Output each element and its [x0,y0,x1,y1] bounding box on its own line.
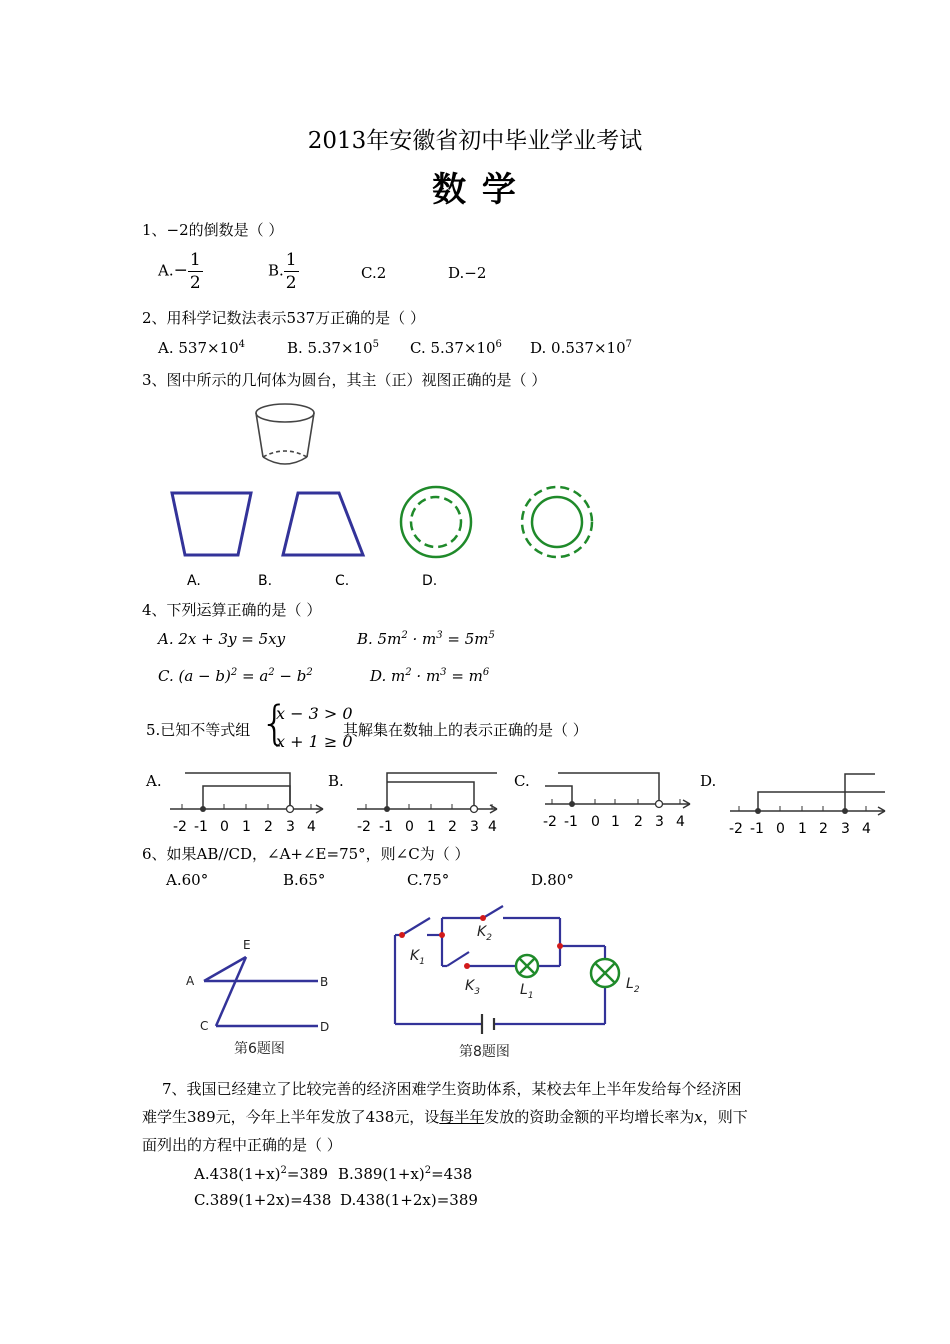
q4-d-3: = m [446,667,483,685]
fig6 [178,932,343,1062]
lamp-l2-icon [591,959,619,987]
fig6-label-e: E [243,938,251,952]
q5-label-c: C. [514,772,530,790]
q2-option-a [158,339,245,357]
fig6-label-c: C [200,1019,209,1033]
exam-title: 2013年安徽省初中毕业学业考试 [307,128,643,154]
q5-label-b: B. [328,772,344,790]
q4-b-3: = 5m [442,630,489,648]
q4-d-e2: 3 [440,667,447,678]
q7-line3: 面列出的方程中正确的是（ ） [142,1136,342,1154]
numberline-b [352,768,502,840]
view-c-inner-dashed [411,497,461,547]
q1-option-b [268,249,299,294]
q4-b-1: B. 5m [357,630,402,648]
tick-4: 4 [676,814,685,830]
q1-option-a [158,249,203,294]
q4-b-e2: 3 [436,630,443,641]
q6-option-b: B.65° [283,871,326,889]
tick-2: 2 [634,814,643,830]
q4-d-2: · m [411,667,441,685]
q3-label-d: D. [422,573,438,589]
q7-option-a [194,1165,328,1183]
q7-b-1: B.389(1+x) [338,1165,425,1183]
q1-a-prefix: A. [158,261,174,280]
label-l1: $L_1$ [520,982,534,1001]
label-k1: $K_1$ [410,948,425,967]
q2-option-b [287,339,379,357]
q5-ineq-2: x + 1 ≥ 0 [276,732,353,751]
view-b-trapezoid [283,493,363,555]
q4-d-e1: 2 [405,667,412,678]
tick-4: 4 [488,819,497,835]
tick-0: 0 [405,819,414,835]
q6-stem: 6、如果AB//CD，∠A+∠E=75°，则∠C为（ ） [142,845,470,863]
q7-line1: 7、我国已经建立了比较完善的经济困难学生资助体系，某校去年上半年发给每个经济困 [162,1080,742,1098]
q4-c-1: C. (a − b) [158,667,231,685]
label-l2: $L_2$ [626,976,640,995]
tick-4: 4 [862,821,871,837]
q7-line2-b: 发放的资助金额的平均增长率为 [484,1108,695,1126]
tick-3: 3 [470,819,479,835]
q5-label-d: D. [700,772,717,790]
label-k2: $K_2$ [477,924,492,943]
q4-c-e1: 2 [230,667,238,678]
tick-2: 2 [448,819,457,835]
q7-line2 [142,1106,748,1127]
tick-1: 1 [611,814,620,830]
q4-b-e1: 2 [401,630,408,641]
q4-c-2: = a [237,667,269,685]
tick-1: 1 [798,821,807,837]
q4-option-c [158,667,313,685]
q2-b-exp: 5 [372,339,379,350]
q4-c-e2: 2 [268,667,275,678]
lamp-l1-icon [516,955,538,977]
q1-stem: 1、−2的倒数是（ ） [142,221,284,239]
q3-stem: 3、图中所示的几何体为圆台，其主（正）视图正确的是（ ） [142,371,547,389]
q2-a-base: A. 537×10 [158,339,239,357]
tick--1: -1 [194,819,208,835]
tick-3: 3 [655,814,664,830]
numberline-d [725,768,890,840]
q1-b-num: 1 [285,250,297,270]
q1-a-den: 2 [189,273,201,293]
q2-stem: 2、用科学记数法表示537万正确的是（ ） [142,309,425,327]
q4-option-a: A. 2x + 3y = 5xy [158,630,286,648]
q2-c-exp: 6 [495,339,502,350]
q4-d-1: D. m [370,667,406,685]
q1-b-den: 2 [285,273,297,293]
q6-option-d: D.80° [531,871,574,889]
numberline-c [540,768,695,840]
tick-1: 1 [242,819,251,835]
brace-icon: { [260,696,290,750]
q1-option-d: D.−2 [448,264,487,282]
q2-a-exp: 4 [238,339,246,350]
q2-b-base: B. 5.37×10 [287,339,373,357]
q4-d-e3: 6 [482,667,490,678]
q3-label-b: B. [258,573,273,589]
q3-label-a: A. [187,573,201,589]
q2-c-base: C. 5.37×10 [410,339,496,357]
tick--1: -1 [564,814,578,830]
q5-ineq-1: x − 3 > 0 [276,704,353,723]
q2-d-exp: 7 [625,339,632,350]
q7-line2-a: 难学生389元，今年上半年发放了438元，设 [142,1108,440,1126]
tick--2: -2 [357,819,371,835]
tick-2: 2 [819,821,828,837]
q7-a-exp: 2 [280,1165,287,1176]
fig8-circuit [385,900,655,1065]
q4-b-2: · m [407,630,437,648]
q7-option-c: C.389(1+2x)=438 [194,1191,332,1209]
q1-a-num: 1 [189,250,201,270]
fig6-label-b: B [320,975,329,989]
view-d-inner-circle [532,497,582,547]
q1-a-sign: − [173,260,188,281]
q3-label-c: C. [335,573,350,589]
view-a-trapezoid [172,493,251,555]
q7-a-2: =389 [286,1165,329,1183]
tick-3: 3 [841,821,850,837]
tick--2: -2 [543,814,557,830]
q4-stem: 4、下列运算正确的是（ ） [142,601,322,619]
q5-prefix: 5.已知不等式组 [146,721,251,739]
q7-b-2: =438 [431,1165,473,1183]
tick-0: 0 [220,819,229,835]
q2-option-c [410,339,502,357]
q1-option-c: C.2 [361,264,387,282]
q2-d-base: D. 0.537×10 [530,339,626,357]
q7-line2-underlined: 每半年 [439,1108,485,1126]
q7-b-exp: 2 [424,1165,432,1176]
tick-3: 3 [286,819,295,835]
q7-a-1: A.438(1+x) [194,1165,281,1183]
subject-title: 数 学 [432,170,518,210]
q2-option-d [530,339,632,357]
tick-1: 1 [427,819,436,835]
q7-line2-c: ，则下 [702,1108,748,1126]
frustum-solid-icon [256,404,314,464]
q4-c-3: − b [274,667,307,685]
numberline-a [165,768,330,840]
fig8-caption: 第8题图 [459,1044,510,1060]
q5-suffix: 其解集在数轴上的表示正确的是（ ） [343,721,588,739]
tick--2: -2 [729,821,743,837]
q4-option-d [370,667,489,685]
q4-b-e3: 5 [488,630,495,641]
q5-label-a: A. [146,772,162,790]
q7-option-b [338,1165,472,1183]
q7-option-d: D.438(1+2x)=389 [340,1191,478,1209]
q6-option-c: C.75° [407,871,450,889]
tick-0: 0 [591,814,600,830]
tick-2: 2 [264,819,273,835]
q1-a-fraction [188,249,203,294]
q7-line2-var: x [694,1108,703,1126]
tick--1: -1 [750,821,764,837]
q1-b-fraction [284,249,299,294]
q3-figure [150,395,620,595]
tick-0: 0 [776,821,785,837]
fig6-label-d: D [320,1020,330,1034]
q4-c-e3: 2 [306,667,313,678]
label-k3: $K_3$ [465,978,480,997]
tick--1: -1 [379,819,393,835]
q4-option-b [357,630,495,648]
fig6-caption: 第6题图 [234,1041,285,1057]
fig6-label-a: A [186,974,195,988]
tick--2: -2 [173,819,187,835]
q1-b-prefix: B. [268,261,284,280]
tick-4: 4 [307,819,316,835]
q6-option-a: A.60° [166,871,209,889]
